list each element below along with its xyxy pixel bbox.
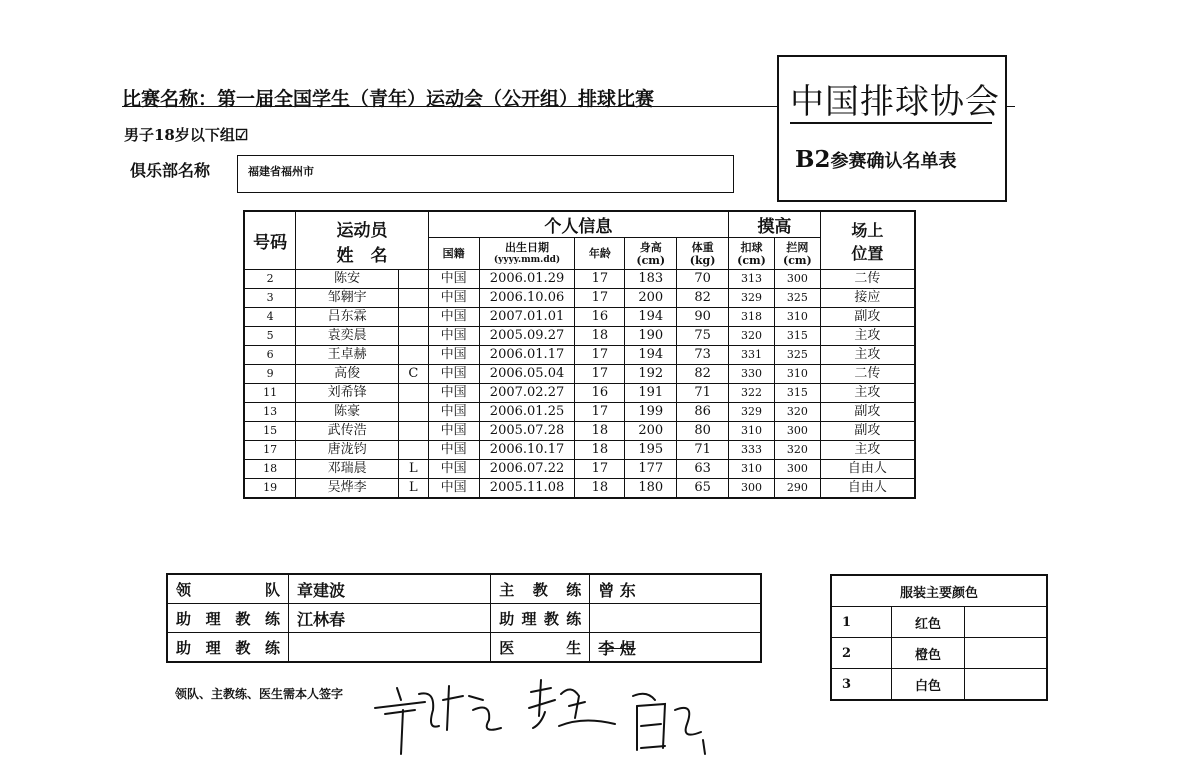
table-row xyxy=(244,479,915,499)
roster-body xyxy=(244,270,915,499)
cell-position: 自由人 xyxy=(820,460,915,479)
header-height-line1: 身高 xyxy=(639,240,662,254)
cell-block: 320 xyxy=(774,403,820,422)
cell-spike: 330 xyxy=(729,365,775,384)
cell-height: 195 xyxy=(625,441,677,460)
cell-name: 吕东霖 xyxy=(296,308,399,327)
header-age: 年龄 xyxy=(575,238,625,270)
cell-spike: 318 xyxy=(729,308,775,327)
competition-title: 比赛名称：第一届全国学生（青年）运动会（公开组）排球比赛 xyxy=(122,88,655,110)
cell-birth: 2007.02.27 xyxy=(479,384,575,403)
cell-height: 194 xyxy=(625,308,677,327)
cell-weight: 71 xyxy=(677,384,729,403)
cell-nationality: 中国 xyxy=(428,270,479,289)
cell-name: 邓瑞晨 xyxy=(296,460,399,479)
cell-role xyxy=(398,384,428,403)
cell-block: 325 xyxy=(774,289,820,308)
uniform-title: 服装主要颜色 xyxy=(831,575,1047,607)
cell-age: 17 xyxy=(575,460,625,479)
cell-block: 320 xyxy=(774,441,820,460)
association-name: 中国排球协会 xyxy=(790,82,1000,122)
cell-role: L xyxy=(398,460,428,479)
cell-number: 5 xyxy=(244,327,296,346)
signature-coach xyxy=(633,694,705,754)
form-title-text: 参赛确认名单表 xyxy=(830,151,957,172)
cell-birth: 2006.10.06 xyxy=(479,289,575,308)
header-reach: 摸高 xyxy=(729,211,821,238)
cell-nationality: 中国 xyxy=(428,327,479,346)
cell-weight: 75 xyxy=(677,327,729,346)
cell-birth: 2006.05.04 xyxy=(479,365,575,384)
assistant1-label: 助理教练 xyxy=(167,604,289,633)
cell-role xyxy=(398,346,428,365)
cell-height: 191 xyxy=(625,384,677,403)
cell-weight: 73 xyxy=(677,346,729,365)
header-spike-line1: 扣球 xyxy=(740,240,763,254)
uniform-no-3: 3 xyxy=(831,669,892,701)
cell-age: 16 xyxy=(575,384,625,403)
cell-weight: 70 xyxy=(677,270,729,289)
header-nationality: 国籍 xyxy=(428,238,479,270)
cell-spike: 310 xyxy=(729,460,775,479)
doctor-value: 李 煜 xyxy=(590,633,761,663)
cell-spike: 300 xyxy=(729,479,775,499)
cell-nationality: 中国 xyxy=(428,441,479,460)
uniform-no-2: 2 xyxy=(831,638,892,669)
club-name-value: 福建省福州市 xyxy=(248,165,314,178)
table-row xyxy=(244,460,915,479)
cell-nationality: 中国 xyxy=(428,460,479,479)
title-underline-tail xyxy=(1007,106,1015,107)
cell-weight: 90 xyxy=(677,308,729,327)
header-number: 号码 xyxy=(244,211,296,270)
cell-nationality: 中国 xyxy=(428,289,479,308)
head-coach-label: 主教练 xyxy=(491,574,590,604)
assistant3-value xyxy=(289,633,491,663)
cell-height: 194 xyxy=(625,346,677,365)
cell-number: 4 xyxy=(244,308,296,327)
cell-birth: 2005.11.08 xyxy=(479,479,575,499)
cell-role xyxy=(398,441,428,460)
cell-height: 190 xyxy=(625,327,677,346)
header-personal-info: 个人信息 xyxy=(428,211,728,238)
cell-nationality: 中国 xyxy=(428,479,479,499)
table-row xyxy=(244,346,915,365)
header-weight xyxy=(677,238,729,270)
cell-name: 武传浩 xyxy=(296,422,399,441)
leader-label: 领队 xyxy=(167,574,289,604)
cell-height: 199 xyxy=(625,403,677,422)
uniform-no-1: 1 xyxy=(831,607,892,638)
cell-spike: 333 xyxy=(729,441,775,460)
cell-block: 300 xyxy=(774,422,820,441)
cell-weight: 86 xyxy=(677,403,729,422)
header-weight-line2: (kg) xyxy=(689,253,716,267)
uniform-color-3: 白色 xyxy=(892,669,965,701)
assistant2-label: 助理教练 xyxy=(491,604,590,633)
cell-nationality: 中国 xyxy=(428,422,479,441)
cell-name: 吴烨李 xyxy=(296,479,399,499)
cell-position: 自由人 xyxy=(820,479,915,499)
cell-height: 200 xyxy=(625,422,677,441)
title-underline xyxy=(122,106,777,107)
header-block-line2: (cm) xyxy=(783,253,812,267)
assistant3-label: 助理教练 xyxy=(167,633,289,663)
header-spike xyxy=(729,238,775,270)
cell-block: 290 xyxy=(774,479,820,499)
cell-role: L xyxy=(398,479,428,499)
cell-spike: 320 xyxy=(729,327,775,346)
cell-position: 接应 xyxy=(820,289,915,308)
uniform-blank-1 xyxy=(965,607,1048,638)
cell-role xyxy=(398,289,428,308)
signature-leader xyxy=(375,686,501,754)
cell-block: 315 xyxy=(774,327,820,346)
cell-number: 11 xyxy=(244,384,296,403)
cell-age: 17 xyxy=(575,365,625,384)
association-divider xyxy=(790,122,992,124)
staff-table xyxy=(166,573,762,663)
cell-birth: 2005.09.27 xyxy=(479,327,575,346)
form-code: B2 xyxy=(795,146,831,173)
cell-name: 唐泷钧 xyxy=(296,441,399,460)
cell-position: 二传 xyxy=(820,365,915,384)
cell-position: 副攻 xyxy=(820,422,915,441)
cell-name: 袁奕晨 xyxy=(296,327,399,346)
cell-weight: 82 xyxy=(677,289,729,308)
cell-weight: 65 xyxy=(677,479,729,499)
header-weight-line1: 体重 xyxy=(691,240,714,254)
cell-number: 17 xyxy=(244,441,296,460)
assistant1-value: 江林春 xyxy=(289,604,491,633)
cell-age: 18 xyxy=(575,327,625,346)
header-athlete-line2: 姓 名 xyxy=(336,245,388,266)
cell-name: 邹翱宇 xyxy=(296,289,399,308)
table-row xyxy=(244,422,915,441)
table-row xyxy=(244,403,915,422)
cell-age: 18 xyxy=(575,479,625,499)
table-row xyxy=(244,270,915,289)
table-row xyxy=(244,289,915,308)
header-athlete-line1: 运动员 xyxy=(336,220,388,241)
header-athlete xyxy=(296,211,428,270)
form-title xyxy=(795,146,956,173)
header-block-line1: 拦网 xyxy=(786,240,809,254)
table-row xyxy=(244,365,915,384)
cell-number: 19 xyxy=(244,479,296,499)
cell-birth: 2006.01.17 xyxy=(479,346,575,365)
cell-name: 刘希锋 xyxy=(296,384,399,403)
cell-name: 陈安 xyxy=(296,270,399,289)
cell-birth: 2006.01.25 xyxy=(479,403,575,422)
cell-nationality: 中国 xyxy=(428,403,479,422)
uniform-blank-3 xyxy=(965,669,1048,701)
cell-age: 17 xyxy=(575,346,625,365)
cell-birth: 2006.07.22 xyxy=(479,460,575,479)
cell-age: 18 xyxy=(575,441,625,460)
cell-birth: 2006.01.29 xyxy=(479,270,575,289)
signature-note: 领队、主教练、医生需本人签字 xyxy=(175,687,344,701)
assistant2-value xyxy=(590,604,761,633)
cell-nationality: 中国 xyxy=(428,365,479,384)
cell-height: 192 xyxy=(625,365,677,384)
cell-block: 300 xyxy=(774,270,820,289)
header-height-line2: (cm) xyxy=(636,253,666,267)
club-name-label: 俱乐部名称 xyxy=(130,161,211,180)
header-block xyxy=(774,238,820,270)
handwritten-signatures xyxy=(365,670,725,760)
cell-role xyxy=(398,422,428,441)
doctor-label: 医生 xyxy=(491,633,590,663)
header-birth-line1: 出生日期 xyxy=(505,240,550,254)
cell-height: 177 xyxy=(625,460,677,479)
cell-number: 13 xyxy=(244,403,296,422)
cell-block: 310 xyxy=(774,365,820,384)
cell-height: 183 xyxy=(625,270,677,289)
cell-role: C xyxy=(398,365,428,384)
cell-block: 310 xyxy=(774,308,820,327)
header-spike-line2: (cm) xyxy=(737,253,766,267)
cell-spike: 313 xyxy=(729,270,775,289)
cell-nationality: 中国 xyxy=(428,384,479,403)
cell-nationality: 中国 xyxy=(428,346,479,365)
cell-position: 主攻 xyxy=(820,346,915,365)
cell-height: 180 xyxy=(625,479,677,499)
cell-birth: 2005.07.28 xyxy=(479,422,575,441)
cell-spike: 331 xyxy=(729,346,775,365)
roster-table xyxy=(243,210,916,499)
cell-position: 主攻 xyxy=(820,441,915,460)
uniform-color-1: 红色 xyxy=(892,607,965,638)
cell-age: 16 xyxy=(575,308,625,327)
cell-block: 300 xyxy=(774,460,820,479)
leader-value: 章建波 xyxy=(289,574,491,604)
cell-number: 3 xyxy=(244,289,296,308)
cell-number: 15 xyxy=(244,422,296,441)
cell-position: 副攻 xyxy=(820,308,915,327)
cell-age: 17 xyxy=(575,289,625,308)
uniform-color-table xyxy=(830,574,1048,701)
cell-position: 主攻 xyxy=(820,384,915,403)
cell-height: 200 xyxy=(625,289,677,308)
cell-role xyxy=(398,308,428,327)
cell-number: 18 xyxy=(244,460,296,479)
cell-role xyxy=(398,403,428,422)
cell-age: 17 xyxy=(575,270,625,289)
header-height xyxy=(625,238,677,270)
table-row xyxy=(244,441,915,460)
header-position xyxy=(820,211,915,270)
cell-weight: 80 xyxy=(677,422,729,441)
uniform-blank-2 xyxy=(965,638,1048,669)
cell-number: 9 xyxy=(244,365,296,384)
cell-weight: 82 xyxy=(677,365,729,384)
cell-number: 6 xyxy=(244,346,296,365)
table-row xyxy=(244,308,915,327)
header-birth xyxy=(479,238,575,270)
cell-spike: 310 xyxy=(729,422,775,441)
cell-birth: 2007.01.01 xyxy=(479,308,575,327)
cell-block: 315 xyxy=(774,384,820,403)
cell-spike: 329 xyxy=(729,403,775,422)
cell-position: 二传 xyxy=(820,270,915,289)
cell-nationality: 中国 xyxy=(428,308,479,327)
cell-block: 325 xyxy=(774,346,820,365)
cell-spike: 322 xyxy=(729,384,775,403)
cell-age: 18 xyxy=(575,422,625,441)
signature-doctor xyxy=(529,680,615,728)
header-position-line2: 位置 xyxy=(851,243,884,263)
cell-name: 陈豪 xyxy=(296,403,399,422)
cell-number: 2 xyxy=(244,270,296,289)
cell-spike: 329 xyxy=(729,289,775,308)
division-label: 男子18岁以下组☑ xyxy=(124,126,249,144)
cell-weight: 63 xyxy=(677,460,729,479)
cell-role xyxy=(398,327,428,346)
header-birth-line2: (yyyy.mm.dd) xyxy=(493,254,561,265)
cell-age: 17 xyxy=(575,403,625,422)
header-position-line1: 场上 xyxy=(851,220,884,240)
table-row xyxy=(244,384,915,403)
head-coach-value: 曾 东 xyxy=(590,574,761,604)
cell-weight: 71 xyxy=(677,441,729,460)
cell-name: 高俊 xyxy=(296,365,399,384)
cell-position: 主攻 xyxy=(820,327,915,346)
cell-position: 副攻 xyxy=(820,403,915,422)
cell-name: 王卓赫 xyxy=(296,346,399,365)
uniform-color-2: 橙色 xyxy=(892,638,965,669)
table-row xyxy=(244,327,915,346)
cell-role xyxy=(398,270,428,289)
cell-birth: 2006.10.17 xyxy=(479,441,575,460)
